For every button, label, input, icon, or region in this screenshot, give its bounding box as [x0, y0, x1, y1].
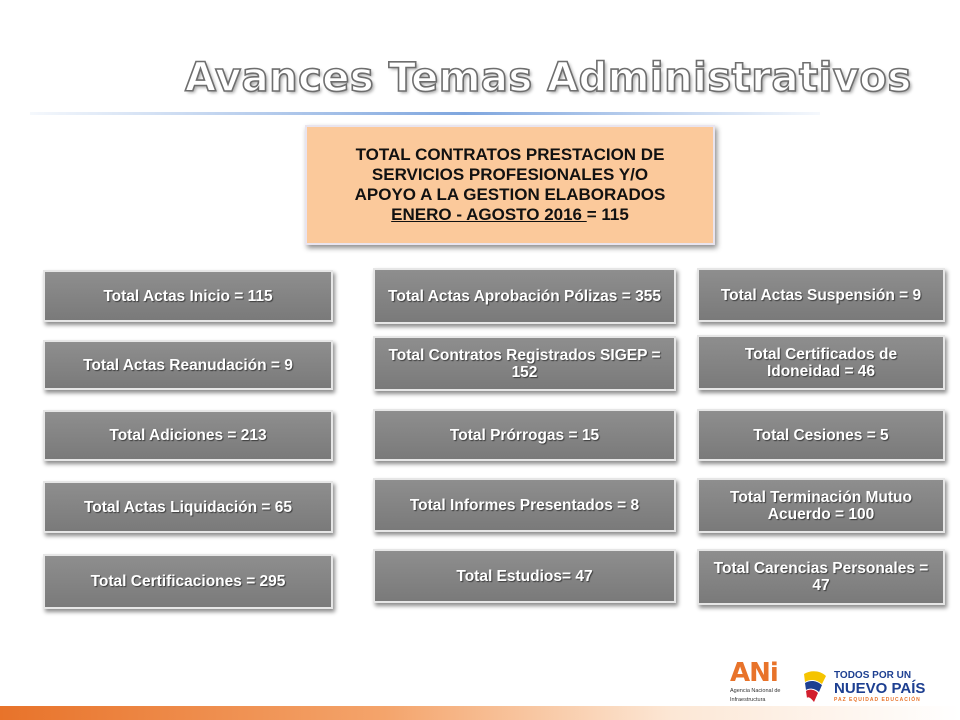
main-box-line-3: APOYO A LA GESTION ELABORADOS [354, 185, 666, 204]
colombia-flag-icon [800, 668, 828, 706]
nuevo-pais-line-2: NUEVO PAÍS [834, 680, 926, 697]
box-actas-suspension: Total Actas Suspensión = 9 [697, 268, 945, 322]
box-certificados-idoneidad: Total Certificados de Idoneidad = 46 [697, 335, 945, 390]
main-box-line-2: SERVICIOS PROFESIONALES Y/O [371, 165, 649, 184]
ani-logo [730, 660, 788, 718]
nuevo-pais-logo [800, 668, 940, 712]
ani-logo-subtitle-2: Infraestructura [730, 696, 766, 703]
box-carencias-personales: Total Carencias Personales = 47 [697, 549, 945, 605]
box-actas-inicio: Total Actas Inicio = 115 [43, 270, 333, 322]
total-contracts-box [305, 125, 715, 245]
main-box-period: ENERO - AGOSTO 2016 [391, 205, 587, 224]
box-prorrogas: Total Prórrogas = 15 [373, 409, 676, 461]
main-box-total: = 115 [586, 205, 629, 224]
ani-logo-subtitle-1: Agencia Nacional de [730, 688, 781, 694]
box-adiciones: Total Adiciones = 213 [43, 410, 333, 461]
nuevo-pais-line-1: TODOS POR UN [834, 670, 912, 681]
ani-logo-mark: ANi [730, 658, 778, 688]
main-box-line-4 [391, 205, 629, 225]
nuevo-pais-line-3: PAZ EQUIDAD EDUCACIÓN [834, 697, 921, 703]
box-cesiones: Total Cesiones = 5 [697, 409, 945, 461]
box-actas-reanudacion: Total Actas Reanudación = 9 [43, 340, 333, 390]
box-actas-aprobacion-polizas: Total Actas Aprobación Pólizas = 355 [373, 268, 676, 324]
box-contratos-registrados-sigep: Total Contratos Registrados SIGEP = 152 [373, 336, 676, 391]
title-divider [30, 112, 820, 115]
box-actas-liquidacion: Total Actas Liquidación = 65 [43, 481, 333, 533]
slide-title: Avances Temas Administrativos [185, 55, 912, 101]
main-box-line-1: TOTAL CONTRATOS PRESTACION DE [355, 145, 665, 164]
box-certificaciones: Total Certificaciones = 295 [43, 554, 333, 609]
box-terminacion-mutuo-acuerdo: Total Terminación Mutuo Acuerdo = 100 [697, 478, 945, 533]
box-estudios: Total Estudios= 47 [373, 549, 676, 603]
box-informes-presentados: Total Informes Presentados = 8 [373, 478, 676, 532]
